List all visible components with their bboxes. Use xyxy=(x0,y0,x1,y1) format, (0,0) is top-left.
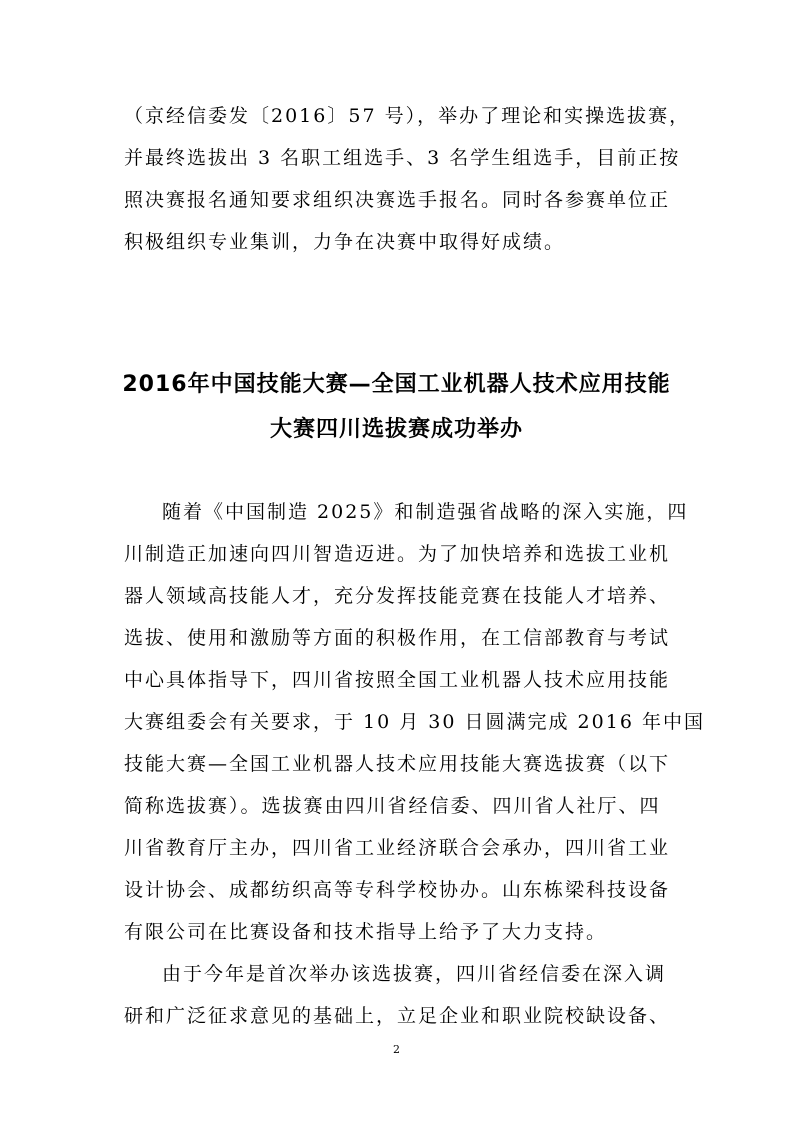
text-line: 川省教育厅主办，四川省工业经济联合会承办，四川省工业 xyxy=(124,837,671,859)
title-line: 2016年中国技能大赛—全国工业机器人技术应用技能 xyxy=(122,372,671,397)
text-line: 积极组织专业集训，力争在决赛中取得好成绩。 xyxy=(124,231,566,253)
title-line: 大赛四川选拔赛成功举办 xyxy=(269,417,523,442)
text-line: 由于今年是首次举办该选拔赛，四川省经信委在深入调 xyxy=(162,963,667,985)
text-line: 并最终选拔出 3 名职工组选手、3 名学生组选手，目前正按 xyxy=(124,147,681,169)
text-line: （京经信委发〔2016〕57 号），举办了理论和实操选拔赛， xyxy=(124,105,691,127)
text-line: 选拔、使用和激励等方面的积极作用，在工信部教育与考试 xyxy=(124,627,671,649)
text-line: 中心具体指导下，四川省按照全国工业机器人技术应用技能 xyxy=(124,669,671,691)
text-line: 有限公司在比赛设备和技术指导上给予了大力支持。 xyxy=(124,921,608,943)
text-line: 照决赛报名通知要求组织决赛选手报名。同时各参赛单位正 xyxy=(124,189,671,211)
text-line: 大赛组委会有关要求，于 10 月 30 日圆满完成 2016 年中国 xyxy=(124,711,705,733)
text-line: 器人领域高技能人才，充分发挥技能竞赛在技能人才培养、 xyxy=(124,585,671,607)
page-number: 2 xyxy=(393,1043,400,1056)
text-line: 简称选拔赛）。选拔赛由四川省经信委、四川省人社厅、四 xyxy=(124,795,661,817)
text-line: 随着《中国制造 2025》和制造强省战略的深入实施，四 xyxy=(162,501,689,523)
text-line: 研和广泛征求意见的基础上，立足企业和职业院校缺设备、 xyxy=(124,1005,671,1027)
text-line: 设计协会、成都纺织高等专科学校协办。山东栋梁科技设备 xyxy=(124,879,671,901)
text-line: 技能大赛—全国工业机器人技术应用技能大赛选拔赛（以下 xyxy=(124,753,671,775)
text-line: 川制造正加速向四川智造迈进。为了加快培养和选拔工业机 xyxy=(124,543,671,565)
